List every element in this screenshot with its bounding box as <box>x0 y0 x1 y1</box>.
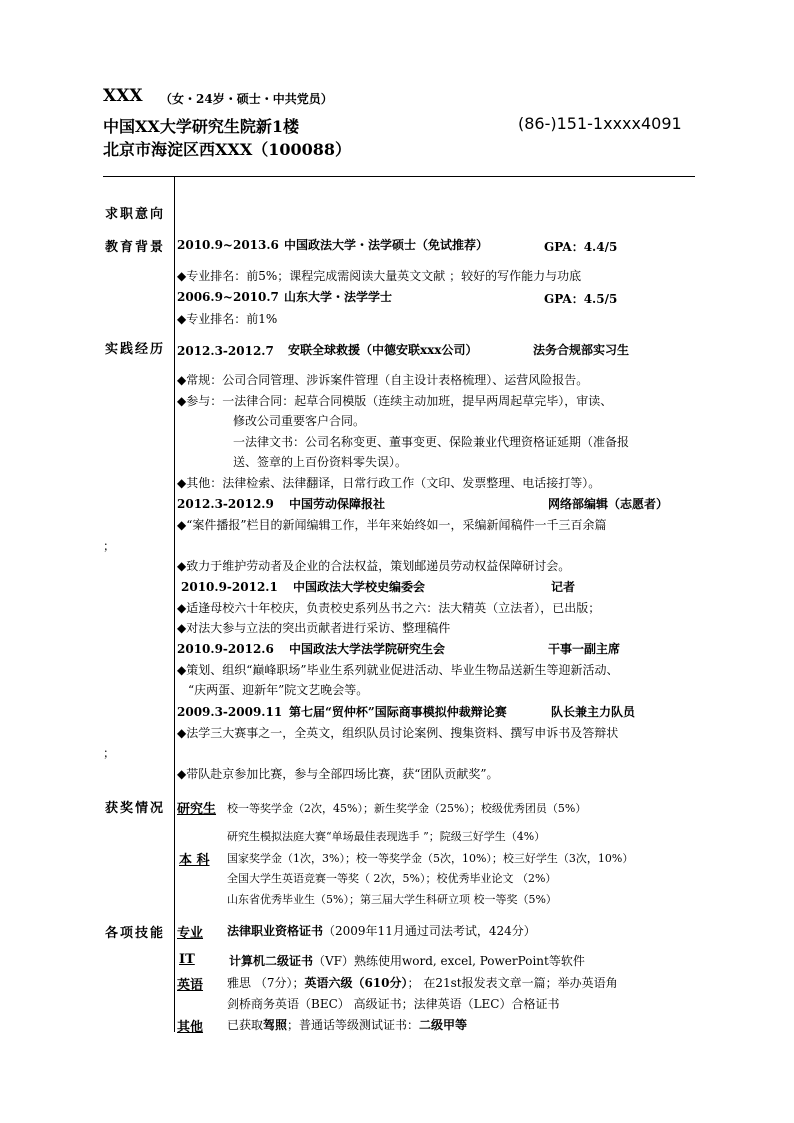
prac-role-1: 法务合规部实习生 <box>533 343 630 357</box>
address-line-2: 北京市海淀区西XXX（100088） <box>103 140 352 159</box>
award-ug-line-1: 国家奖学金（1次，3%）；校一等奖学金（5次，10%）；校三好学生（3次，10%） <box>227 852 634 865</box>
award-grad-line-1: 校一等奖学金（2次，45%）；新生奖学金（25%）；校级优秀团员（5%） <box>227 802 587 815</box>
prac-3-line-1: ◆适逢母校六十年校庆，负责校史系列丛书之六：法大精英（立法者），已出版； <box>177 601 601 615</box>
section-practice: 实践经历 <box>105 342 166 357</box>
skill-it-label: IT <box>179 952 195 967</box>
prac-1-line-1: ◆常规：公司合同管理、涉诉案件管理（自主设计表格梳理）、运营风险报告。 <box>177 373 589 387</box>
prac-org-2: 中国劳动保障报社 <box>289 497 386 511</box>
column-divider <box>174 176 175 1032</box>
section-objective: 求职意向 <box>105 207 166 222</box>
skill-english-label: 英语 <box>177 978 204 993</box>
skill-en-line-2: 剑桥商务英语（BEC） 高级证书；法律英语（LEC）合格证书 <box>227 997 560 1011</box>
prac-date-1: 2012.3-2012.7 <box>177 344 274 358</box>
skill-other-license: 驾照 <box>263 1018 288 1032</box>
prac-date-2: 2012.3-2012.9 <box>177 497 274 511</box>
prac-2-line-1: ◆“案件播报”栏目的新闻编辑工作，半年来始终如一，采编新闻稿件一千三百余篇 <box>177 518 607 532</box>
prac-2-semicolon: ； <box>103 539 116 553</box>
resume-name: XXX <box>103 86 143 106</box>
prac-date-3: 2010.9-2012.1 <box>181 580 278 594</box>
prac-org-1: 安联全球救援（中德安联xxx公司） <box>288 343 478 357</box>
prac-date-5: 2009.3-2009.11 <box>177 705 283 719</box>
skill-en-cet6: 英语六级（610分） <box>304 976 408 990</box>
edu-school-1: 中国政法大学・法学硕士（免试推荐） <box>284 238 489 252</box>
edu-date-1: 2010.9~2013.6 <box>177 238 279 252</box>
prac-5-line-2: ◆带队赴京参加比赛，参与全部四场比赛，获“团队贡献奖”。 <box>177 767 499 781</box>
edu-school-2: 山东大学・法学学士 <box>284 290 393 304</box>
section-awards: 获奖情况 <box>105 801 166 816</box>
prac-org-4: 中国政法大学法学院研究生会 <box>289 642 446 656</box>
skill-en-ielts: 雅思 （7分）； <box>227 976 305 990</box>
prac-1-line-3: 修改公司重要客户合同。 <box>233 414 366 428</box>
prac-4-line-2: “庆两蛋、迎新年”院文艺晚会等。 <box>188 683 369 697</box>
skill-major-note: （2009年11月通过司法考试，424分） <box>323 924 536 938</box>
skill-other-a: 已获取 <box>227 1018 264 1032</box>
prac-3-line-2: ◆对法大参与立法的突出贡献者进行采访、整理稿件 <box>177 621 451 635</box>
award-ug-line-3: 山东省优秀毕业生（5%）；第三届大学生科研立项 校一等奖（5%） <box>227 893 557 906</box>
phone-number: (86-)151-1xxxx4091 <box>518 114 682 133</box>
skill-it-cert: 计算机二级证书 <box>229 954 314 968</box>
prac-org-5: 第七届“贸仲杯”国际商事模拟仲裁辩论赛 <box>289 705 507 719</box>
skill-major-label: 专业 <box>177 926 204 941</box>
edu-note-2: ◆专业排名：前1% <box>177 312 278 326</box>
skill-en-extra: ； 在21st报发表文章一篇；举办英语角 <box>407 976 618 990</box>
prac-role-2: 网络部编辑（志愿者） <box>548 497 669 511</box>
skill-other-c: ；普通话等级测试证书： <box>287 1018 420 1032</box>
prac-5-line-1: ◆法学三大赛事之一，全英文，组织队员讨论案例、搜集资料、撰写申诉书及答辩状 <box>177 726 619 740</box>
prac-5-semicolon: ； <box>103 746 116 760</box>
edu-date-2: 2006.9~2010.7 <box>177 290 279 304</box>
prac-1-line-4: 一法律文书：公司名称变更、董事变更、保险兼业代理资格证延期（准备报 <box>233 435 630 449</box>
prac-role-3: 记者 <box>551 580 576 594</box>
skill-other-label: 其他 <box>177 1020 204 1035</box>
personal-info: （女・24岁・硕士・中共党员） <box>160 92 333 106</box>
prac-role-5: 队长兼主力队员 <box>551 705 636 719</box>
award-ug-line-2: 全国大学生英语竞赛一等奖（ 2次，5%）；校优秀毕业论文 （2%） <box>227 872 557 885</box>
prac-1-line-2: ◆参与：一法律合同：起草合同模版（连续主动加班，提早两周起草完毕），审读、 <box>177 394 613 408</box>
prac-1-line-5: 送、签章的上百份资料零失误）。 <box>233 455 408 469</box>
prac-2-line-2: ◆致力于维护劳动者及企业的合法权益，策划邮递员劳动权益保障研讨会。 <box>177 559 571 573</box>
header-divider <box>103 176 695 177</box>
prac-date-4: 2010.9-2012.6 <box>177 642 274 656</box>
edu-gpa-1: GPA：4.4/5 <box>544 240 618 254</box>
skill-major-cert: 法律职业资格证书 <box>227 924 324 938</box>
award-grad-label: 研究生 <box>177 802 217 817</box>
award-grad-line-2: 研究生模拟法庭大赛“单场最佳表现选手 ”；院级三好学生（4%） <box>227 830 546 843</box>
edu-note-1: ◆专业排名：前5%；课程完成需阅读大量英文文献 ；较好的写作能力与功底 <box>177 269 582 283</box>
prac-org-3: 中国政法大学校史编委会 <box>293 580 426 594</box>
address-line-1: 中国XX大学研究生院新1楼 <box>103 117 299 136</box>
section-skills: 各项技能 <box>105 926 166 941</box>
skill-other-mandarin: 二级甲等 <box>419 1018 468 1032</box>
section-education: 教育背景 <box>105 240 166 255</box>
edu-gpa-2: GPA：4.5/5 <box>544 292 618 306</box>
prac-role-4: 干事一副主席 <box>548 642 621 656</box>
prac-4-line-1: ◆策划、组织“巅峰职场”毕业生系列就业促进活动、毕业生物品送新生等迎新活动、 <box>177 663 619 677</box>
skill-it-note: （VF）熟练使用word, excel, PowerPoint等软件 <box>313 954 585 968</box>
award-ug-label: 本 科 <box>179 853 210 868</box>
prac-1-line-6: ◆其他：法律检索、法律翻译，日常行政工作（文印、发票整理、电话接打等）。 <box>177 476 601 490</box>
